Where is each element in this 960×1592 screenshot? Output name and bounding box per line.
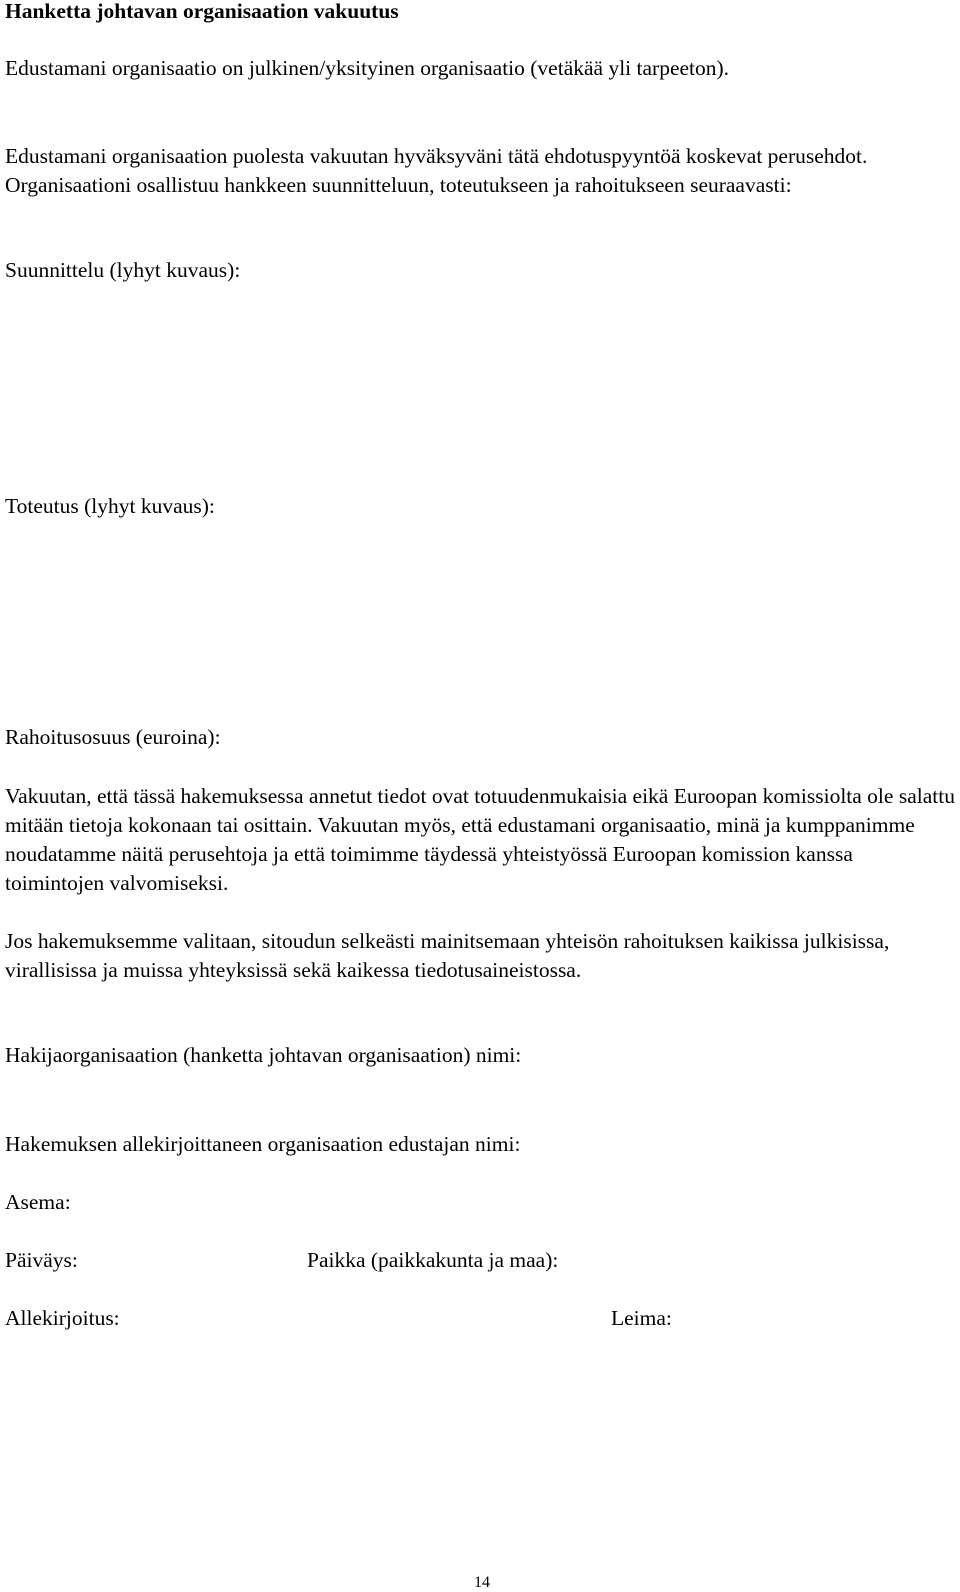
applicant-organisation-name-label: Hakijaorganisaation (hanketta johtavan organisaation) nimi: [5, 1043, 522, 1067]
date-label: Päiväys: [5, 1248, 78, 1272]
declaration-paragraph: Vakuutan, että tässä hakemuksessa annetut tiedot ovat totuudenmukaisia eikä Euroopan komissiolta ole salattu mitään tietoja kokonaan tai osittain. Vakuutan myös, että edustamani organisaatio, minä ja kumppanimme noudatamme näitä perusehtoja ja että toimimme täydessä yhteistyössä Euroopan komission kanssa toimintojen valvomiseksi. [5, 784, 955, 895]
organisation-type-line: Edustamani organisaatio on julkinen/yksityinen organisaatio (vetäkää yli tarpeeton). [5, 56, 730, 80]
stamp-label: Leima: [611, 1306, 672, 1330]
implementation-label: Toteutus (lyhyt kuvaus): [5, 494, 215, 518]
place-label: Paikka (paikkakunta ja maa): [307, 1248, 559, 1272]
position-label: Asema: [5, 1190, 71, 1214]
document-heading: Hanketta johtavan organisaation vakuutus [5, 0, 399, 23]
signature-label: Allekirjoitus: [5, 1306, 120, 1330]
publicity-paragraph: Jos hakemuksemme valitaan, sitoudun selkeästi mainitsemaan yhteisön rahoituksen kaikissa julkisissa, virallisissa ja muissa yhteyksissä sekä kaikessa tiedotusaineistossa. [5, 929, 890, 982]
planning-label: Suunnittelu (lyhyt kuvaus): [5, 258, 241, 282]
funding-label: Rahoitusosuus (euroina): [5, 725, 221, 749]
signatory-name-label: Hakemuksen allekirjoittaneen organisaation edustajan nimi: [5, 1132, 521, 1156]
page-number: 14 [474, 1574, 490, 1591]
acceptance-paragraph: Edustamani organisaation puolesta vakuutan hyväksyväni tätä ehdotuspyyntöä koskevat perusehdot. Organisaationi osallistuu hankkeen suunnitteluun, toteutukseen ja rahoitukseen seuraavasti: [5, 144, 868, 197]
